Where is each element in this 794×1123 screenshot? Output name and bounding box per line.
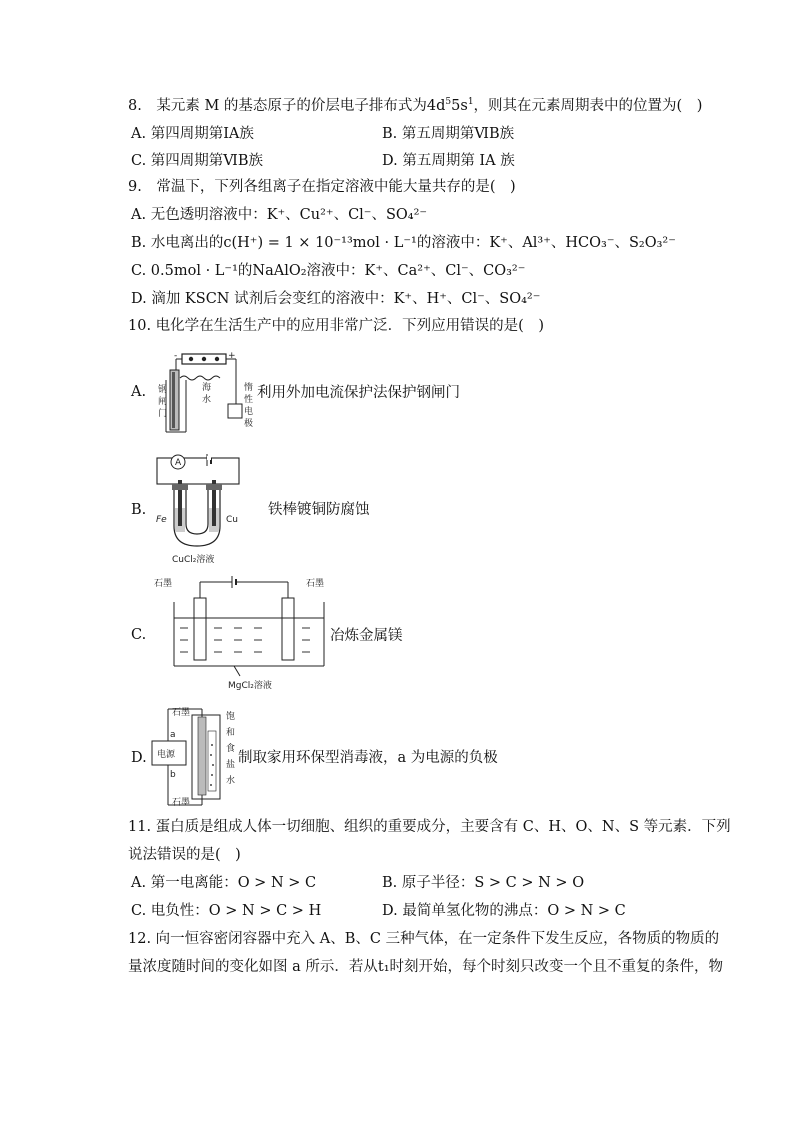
a-seawater-1: 海 — [202, 383, 212, 393]
q11-option-d: D. 最简单氢化物的沸点：O > N > C — [382, 903, 626, 919]
q9-stem: 9. 常温下，下列各组离子在指定溶液中能大量共存的是( ) — [128, 179, 516, 195]
q11-option-b: B. 原子半径：S > C > N > O — [382, 875, 585, 891]
q11-option-c: C. 电负性：O > N > C > H — [131, 903, 322, 919]
c-left-label: 石墨 — [154, 579, 173, 589]
q9-option-b: B. 水电离出的c(H⁺) = 1 × 10⁻¹³mol · L⁻¹的溶液中：K⁺、Al³⁺、HCO₃⁻、S₂O₃²⁻ — [131, 235, 676, 251]
d-b-label: b — [170, 770, 176, 780]
q11-option-a: A. 第一电离能：O > N > C — [131, 875, 317, 891]
q10-option-d-letter: D. — [131, 750, 147, 766]
d-brine-2: 和 — [226, 728, 236, 738]
a-inert-2: 性 — [244, 395, 254, 405]
q12-stem-line1: 12. 向一恒容密闭容器中充入 A、B、C 三种气体，在一定条件下发生反应，各物质的物质的 — [128, 931, 720, 947]
a-plus-label: + — [228, 351, 236, 361]
q9-option-c: C. 0.5mol · L⁻¹的NaAlO₂溶液中：K⁺、Ca²⁺、Cl⁻、CO₃²⁻ — [131, 263, 526, 279]
q8-option-a: A. 第四周期第ⅠA族 — [131, 126, 254, 142]
b-fe-label: Fe — [156, 515, 167, 525]
q10-option-c-letter: C. — [131, 627, 147, 643]
a-minus-label: - — [174, 351, 178, 361]
c-right-label: 石墨 — [306, 579, 325, 589]
q8-sup2: 1 — [467, 97, 474, 108]
q8-option-b: B. 第五周期第ⅥB族 — [382, 126, 515, 142]
q8-sup1: 5 — [445, 97, 452, 108]
a-gate-3: 门 — [158, 409, 168, 419]
q8-option-d: D. 第五周期第 ⅠA 族 — [382, 153, 515, 169]
b-ammeter-label: A — [175, 458, 182, 468]
a-gate-1: 钢 — [158, 385, 168, 395]
q10-figure-d — [150, 705, 240, 809]
q12-stem-line2: 量浓度随时间的变化如图 a 所示．若从t₁时刻开始，每个时刻只改变一个且不重复的条件，物 — [128, 959, 723, 975]
q11-stem-line2: 说法错误的是( ) — [128, 847, 241, 863]
q10-figure-a — [152, 346, 262, 442]
q10-option-d-text: 制取家用环保型消毒液，a 为电源的负极 — [238, 750, 498, 766]
a-gate-2: 闸 — [158, 397, 168, 407]
q10-stem: 10. 电化学在生活生产中的应用非常广泛．下列应用错误的是( ) — [128, 318, 544, 334]
d-a-label: a — [170, 730, 176, 740]
q10-option-b-text: 铁棒镀铜防腐蚀 — [268, 502, 370, 518]
q9-option-a: A. 无色透明溶液中：K⁺、Cu²⁺、Cl⁻、SO₄²⁻ — [131, 207, 428, 223]
q10-option-b-letter: B. — [131, 502, 147, 518]
b-solution-label: CuCl₂溶液 — [172, 555, 215, 565]
d-brine-5: 水 — [226, 776, 236, 786]
q10-option-c-text: 冶炼金属镁 — [330, 628, 403, 644]
a-inert-1: 惰 — [244, 383, 254, 393]
b-cu-label: Cu — [226, 515, 238, 525]
q8-stem — [128, 96, 702, 116]
d-brine-1: 饱 — [226, 712, 236, 722]
a-seawater-2: 水 — [202, 395, 212, 405]
q8-stem-part2: 5s — [451, 98, 468, 114]
q10-figure-c — [150, 572, 330, 694]
d-bottom-label: 石墨 — [172, 798, 191, 808]
q8-stem-part1: 8. 某元素 M 的基态原子的价层电子排布式为4d — [128, 98, 446, 114]
a-inert-4: 极 — [244, 419, 254, 429]
q8-stem-part3: ，则其在元素周期表中的位置为( ) — [473, 98, 703, 114]
d-source-label: 电源 — [157, 750, 176, 760]
a-inert-3: 电 — [244, 407, 254, 417]
q10-option-a-letter: A. — [131, 384, 147, 400]
d-brine-3: 食 — [226, 744, 236, 754]
d-brine-4: 盐 — [226, 760, 236, 770]
q11-stem-line1: 11. 蛋白质是组成人体一切细胞、组织的重要成分，主要含有 C、H、O、N、S 等元素．下列 — [128, 819, 731, 835]
q8-option-c: C. 第四周期第ⅥB族 — [131, 153, 264, 169]
d-top-label: 石墨 — [172, 708, 191, 718]
q9-option-d: D. 滴加 KSCN 试剂后会变红的溶液中：K⁺、H⁺、Cl⁻、SO₄²⁻ — [131, 291, 541, 307]
c-solution-label: MgCl₂溶液 — [228, 681, 272, 691]
q10-figure-b — [152, 450, 252, 566]
q10-option-a-text: 利用外加电流保护法保护钢闸门 — [257, 385, 460, 401]
